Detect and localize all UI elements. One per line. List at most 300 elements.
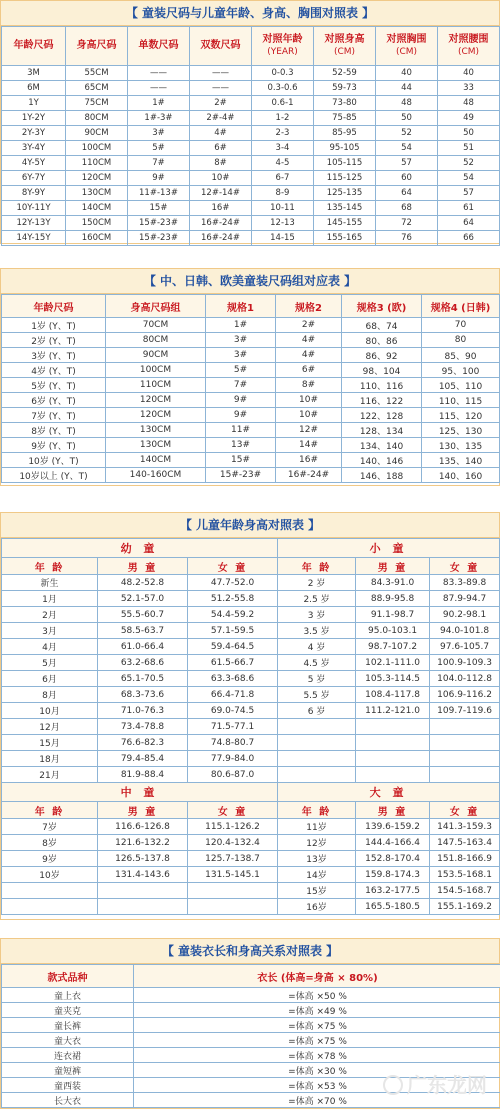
table-cell: 91.1-98.7 [356, 607, 430, 623]
table-cell: 100.9-109.3 [430, 655, 500, 671]
table-cell: 14岁 [278, 867, 356, 883]
table-cell: 7# [206, 378, 276, 393]
size-group-title: 【 中、日韩、欧美童装尺码组对应表 】 [1, 269, 499, 294]
table-cell: 66.4-71.8 [188, 687, 278, 703]
table-cell [356, 735, 430, 751]
table-cell: 11岁 [278, 819, 356, 835]
table-cell: 4Y-5Y [2, 156, 66, 171]
table-cell: 童短裤 [2, 1063, 134, 1078]
table-cell: 50 [438, 126, 500, 141]
table-cell: 108.4-117.8 [356, 687, 430, 703]
table-cell: 120CM [66, 171, 128, 186]
table-cell: 3-4 [252, 141, 314, 156]
table-cell: 100CM [106, 363, 206, 378]
table-cell: =体高 ×75 % [134, 1018, 500, 1033]
table-cell: =体高 ×70 % [134, 1093, 500, 1108]
table-cell: 1Y [2, 96, 66, 111]
table-cell: 87.9-94.7 [430, 591, 500, 607]
table-cell: 88.9-95.8 [356, 591, 430, 607]
table-cell: 2-3 [252, 126, 314, 141]
table-cell: 10Y-11Y [2, 201, 66, 216]
table-cell: 44 [376, 81, 438, 96]
table-row [2, 318, 500, 333]
table-row [2, 623, 500, 639]
table-cell: 8岁 (Y、T) [2, 423, 106, 438]
table-cell: 2 岁 [278, 575, 356, 591]
table-cell: 3岁 (Y、T) [2, 348, 106, 363]
table-cell: 110CM [66, 156, 128, 171]
table-cell: 97.6-105.7 [430, 639, 500, 655]
table-cell: 160CM [66, 231, 128, 246]
table-cell: 126.5-137.8 [98, 851, 188, 867]
table-cell: 6# [276, 363, 342, 378]
column-header: 男 童 [98, 802, 188, 819]
table-cell: 84.3-91.0 [356, 575, 430, 591]
table-cell: 64 [438, 216, 500, 231]
subheader-row [2, 802, 500, 819]
table-cell: 15#-23# [206, 468, 276, 483]
table-cell [98, 899, 188, 915]
table-cell: 0-0.3 [252, 66, 314, 81]
column-header-main: 对照身高 [324, 34, 365, 45]
table-cell: 2岁 (Y、T) [2, 333, 106, 348]
table-row [2, 1033, 500, 1048]
table-cell: 130CM [106, 438, 206, 453]
table-cell [430, 751, 500, 767]
table-cell: 4.5 岁 [278, 655, 356, 671]
table-cell: 5月 [2, 655, 98, 671]
column-header-main: 年龄尺码 [13, 40, 54, 51]
table-cell: 52 [376, 126, 438, 141]
table-cell: 40 [376, 66, 438, 81]
table-cell: 5岁 (Y、T) [2, 378, 106, 393]
table-cell [430, 719, 500, 735]
table-cell: 1-2 [252, 111, 314, 126]
table-cell: 140CM [66, 201, 128, 216]
table-cell: 128、134 [342, 423, 422, 438]
column-header: 男 童 [356, 802, 430, 819]
table-cell: 11#-13# [128, 186, 190, 201]
table-cell: 116、122 [342, 393, 422, 408]
table-cell: 2# [276, 318, 342, 333]
table-cell: 65CM [66, 81, 128, 96]
table-cell: 8岁 [2, 835, 98, 851]
table-cell: 70 [422, 318, 500, 333]
table-cell: 95、100 [422, 363, 500, 378]
table-cell: 120.4-132.4 [188, 835, 278, 851]
table-cell: 68.3-73.6 [98, 687, 188, 703]
size-age-chest-section [0, 0, 500, 244]
table-cell: 10岁以上 (Y、T) [2, 468, 106, 483]
table-cell: 52-59 [314, 66, 376, 81]
table-cell: 105-115 [314, 156, 376, 171]
watermark-icon [383, 1075, 403, 1095]
table-cell: 165.5-180.5 [356, 899, 430, 915]
table-cell: 4-5 [252, 156, 314, 171]
table-cell: 3 岁 [278, 607, 356, 623]
table-cell: 5# [206, 363, 276, 378]
table-cell: 121.6-132.2 [98, 835, 188, 851]
table-row [2, 453, 500, 468]
table-row [2, 1048, 500, 1063]
table-cell: 15# [206, 453, 276, 468]
column-header [66, 27, 128, 66]
table-cell: 8# [276, 378, 342, 393]
table-cell [356, 767, 430, 783]
table-cell: 147.5-163.4 [430, 835, 500, 851]
column-header [128, 27, 190, 66]
table-row [2, 1018, 500, 1033]
table-cell: 4# [276, 348, 342, 363]
table-cell: =体高 ×75 % [134, 1033, 500, 1048]
table-cell: 61 [438, 201, 500, 216]
table-row [2, 333, 500, 348]
table-cell [98, 883, 188, 899]
table-cell: 151.8-166.9 [430, 851, 500, 867]
table-cell: 9# [206, 393, 276, 408]
table-cell: 连衣裙 [2, 1048, 134, 1063]
table-cell: 16#-24# [190, 231, 252, 246]
column-header-unit: (CM) [395, 47, 418, 57]
table-cell: 49 [438, 111, 500, 126]
table-row [2, 171, 500, 186]
table-cell: 12# [276, 423, 342, 438]
table-cell: 48 [376, 96, 438, 111]
table-cell: 1月 [2, 591, 98, 607]
group-big: 大 童 [278, 783, 500, 802]
table-cell: 6岁 (Y、T) [2, 393, 106, 408]
table-row [2, 835, 500, 851]
column-header: 男 童 [98, 558, 188, 575]
column-header [2, 27, 66, 66]
column-header: 女 童 [430, 802, 500, 819]
table-cell: 2月 [2, 607, 98, 623]
table-cell: 13岁 [278, 851, 356, 867]
table-cell: 85-95 [314, 126, 376, 141]
table-cell: 47.7-52.0 [188, 575, 278, 591]
table-cell: 6-7 [252, 171, 314, 186]
column-header-unit: (YEAR) [267, 47, 298, 57]
table-cell: 54 [438, 171, 500, 186]
table-cell: 14-15 [252, 231, 314, 246]
size-age-chest-table [1, 26, 500, 246]
table-cell: 134、140 [342, 438, 422, 453]
table-cell: 15月 [2, 735, 98, 751]
table-row [2, 607, 500, 623]
table-cell: 145-155 [314, 216, 376, 231]
table-cell: 50 [376, 111, 438, 126]
table-cell: 10岁 (Y、T) [2, 453, 106, 468]
table-cell: 115、120 [422, 408, 500, 423]
table-cell: 7岁 [2, 819, 98, 835]
table-cell [278, 719, 356, 735]
table-row [2, 438, 500, 453]
table-cell: 69.0-74.5 [188, 703, 278, 719]
table-cell: 2# [190, 96, 252, 111]
age-height-section [0, 512, 500, 920]
table-cell: 15岁 [278, 883, 356, 899]
table-cell: 9# [128, 171, 190, 186]
table-cell: 80CM [106, 333, 206, 348]
table-cell: 73.4-78.8 [98, 719, 188, 735]
table-cell: 81.9-88.4 [98, 767, 188, 783]
table-cell [188, 899, 278, 915]
table-cell [278, 751, 356, 767]
table-cell: 111.2-121.0 [356, 703, 430, 719]
table-cell: 52 [438, 156, 500, 171]
table-cell: 120CM [106, 393, 206, 408]
column-header-main: 对照胸围 [386, 34, 427, 45]
column-header: 衣长 (体高=身高 × 80%) [134, 965, 500, 988]
table-cell: 1Y-2Y [2, 111, 66, 126]
table-row [2, 141, 500, 156]
table-cell: 135-145 [314, 201, 376, 216]
table-cell: 8月 [2, 687, 98, 703]
table-row [2, 1003, 500, 1018]
table-cell: 16岁 [278, 899, 356, 915]
table-cell: 童长裤 [2, 1018, 134, 1033]
table-cell: 163.2-177.5 [356, 883, 430, 899]
table-cell: 90CM [106, 348, 206, 363]
column-header: 年龄尺码 [2, 295, 106, 318]
table-cell: 童西装 [2, 1078, 134, 1093]
table-cell: 71.0-76.3 [98, 703, 188, 719]
table-cell: 110、116 [342, 378, 422, 393]
table-row [2, 468, 500, 483]
table-row [2, 819, 500, 835]
table-cell: 79.4-85.4 [98, 751, 188, 767]
table-cell: 130CM [106, 423, 206, 438]
table-cell: 139.6-159.2 [356, 819, 430, 835]
table-cell: 1# [128, 96, 190, 111]
table-cell: 6M [2, 81, 66, 96]
table-cell: 15#-23# [128, 231, 190, 246]
column-header-unit: (CM) [457, 47, 480, 57]
table-cell: 童上衣 [2, 988, 134, 1003]
table-cell: 9岁 (Y、T) [2, 438, 106, 453]
table-cell: 4# [276, 333, 342, 348]
table-cell: =体高 ×50 % [134, 988, 500, 1003]
table-cell: 68 [376, 201, 438, 216]
column-header: 年 龄 [2, 802, 98, 819]
table-cell: 86、92 [342, 348, 422, 363]
table-cell: =体高 ×49 % [134, 1003, 500, 1018]
column-header: 年 龄 [2, 558, 98, 575]
table-cell: 16#-24# [276, 468, 342, 483]
table-cell [278, 735, 356, 751]
table-cell: 74.8-80.7 [188, 735, 278, 751]
table-cell: 60 [376, 171, 438, 186]
table-row [2, 156, 500, 171]
table-cell: 6Y-7Y [2, 171, 66, 186]
table-cell: 85、90 [422, 348, 500, 363]
table-cell: 12月 [2, 719, 98, 735]
table-cell: 3# [128, 126, 190, 141]
table-cell: 100CM [66, 141, 128, 156]
table-cell: 8-9 [252, 186, 314, 201]
table-cell: 3# [206, 333, 276, 348]
column-header [190, 27, 252, 66]
table-cell: 4岁 (Y、T) [2, 363, 106, 378]
length-height-section [0, 938, 500, 1109]
table-row [2, 703, 500, 719]
table-cell: 80CM [66, 111, 128, 126]
table-row [2, 735, 500, 751]
table-cell: 159.8-174.3 [356, 867, 430, 883]
table-cell: 63.3-68.6 [188, 671, 278, 687]
table-cell: =体高 ×53 % [134, 1078, 500, 1093]
table-row [2, 575, 500, 591]
table-cell: —— [190, 66, 252, 81]
table-cell: 1岁 (Y、T) [2, 318, 106, 333]
table-cell: 58.5-63.7 [98, 623, 188, 639]
table-cell: 6# [190, 141, 252, 156]
column-header-main: 单数尺码 [138, 40, 179, 51]
group-infant: 幼 童 [2, 539, 278, 558]
table-row [2, 851, 500, 867]
table-row [2, 591, 500, 607]
table-cell: 68、74 [342, 318, 422, 333]
table-cell: 10# [276, 393, 342, 408]
table-cell: 95-105 [314, 141, 376, 156]
table-cell: 66 [438, 231, 500, 246]
table-cell: 130、135 [422, 438, 500, 453]
table-cell [278, 767, 356, 783]
column-header: 规格3 (欧) [342, 295, 422, 318]
size-group-table [1, 294, 500, 483]
column-header-main: 双数尺码 [200, 40, 241, 51]
table-cell [2, 899, 98, 915]
table-cell: 16# [276, 453, 342, 468]
table-cell: 8Y-9Y [2, 186, 66, 201]
column-header: 规格4 (日韩) [422, 295, 500, 318]
table-cell: 140-160CM [106, 468, 206, 483]
table-cell: 4# [190, 126, 252, 141]
table-cell: 5 岁 [278, 671, 356, 687]
table-cell [430, 735, 500, 751]
table-cell: 83.3-89.8 [430, 575, 500, 591]
table-cell: 104.0-112.8 [430, 671, 500, 687]
table-cell: 48 [438, 96, 500, 111]
table-cell: 10-11 [252, 201, 314, 216]
column-header: 年 龄 [278, 802, 356, 819]
table-cell: 59.4-64.5 [188, 639, 278, 655]
table-cell: 135、140 [422, 453, 500, 468]
table-row [2, 201, 500, 216]
table-cell: 131.5-145.1 [188, 867, 278, 883]
table-cell: 10岁 [2, 867, 98, 883]
table-row [2, 231, 500, 246]
column-header-main: 身高尺码 [76, 40, 117, 51]
table-cell: 18月 [2, 751, 98, 767]
table-cell: 4月 [2, 639, 98, 655]
table-cell: 童大衣 [2, 1033, 134, 1048]
column-header: 年 龄 [278, 558, 356, 575]
table-cell: 59-73 [314, 81, 376, 96]
table-cell: 16# [190, 201, 252, 216]
table-cell: 3.5 岁 [278, 623, 356, 639]
table-cell: 51.2-55.8 [188, 591, 278, 607]
table-cell: —— [128, 81, 190, 96]
table-cell: —— [128, 66, 190, 81]
table-cell: 15#-23# [128, 216, 190, 231]
table-cell [356, 751, 430, 767]
table-cell: 116.6-126.8 [98, 819, 188, 835]
table-cell: 106.9-116.2 [430, 687, 500, 703]
table-cell: 95.0-103.1 [356, 623, 430, 639]
table-cell: 65.1-70.5 [98, 671, 188, 687]
age-height-title: 【 儿童年龄身高对照表 】 [1, 513, 499, 538]
table-row [2, 639, 500, 655]
column-header: 款式品种 [2, 965, 134, 988]
table-cell: 125-135 [314, 186, 376, 201]
table-cell: 140、160 [422, 468, 500, 483]
table-cell: 3月 [2, 623, 98, 639]
table-cell: 10月 [2, 703, 98, 719]
size-age-chest-title: 【 童装尺码与儿童年龄、身高、胸围对照表 】 [1, 1, 499, 26]
table-cell: 140、146 [342, 453, 422, 468]
table-cell: 9# [206, 408, 276, 423]
column-header-unit: (CM) [333, 47, 356, 57]
table-row [2, 899, 500, 915]
table-row [2, 408, 500, 423]
table-cell: 72 [376, 216, 438, 231]
table-cell: 12Y-13Y [2, 216, 66, 231]
table-cell [188, 883, 278, 899]
table-cell: 105.3-114.5 [356, 671, 430, 687]
column-header: 规格1 [206, 295, 276, 318]
table-cell: 4 岁 [278, 639, 356, 655]
table-cell: 16#-24# [190, 216, 252, 231]
table-cell: 3Y-4Y [2, 141, 66, 156]
table-cell: 10# [276, 408, 342, 423]
table-cell: 122、128 [342, 408, 422, 423]
table-cell: 12岁 [278, 835, 356, 851]
table-cell: =体高 ×30 % [134, 1063, 500, 1078]
table-cell: 21月 [2, 767, 98, 783]
table-cell: 102.1-111.0 [356, 655, 430, 671]
column-header-main: 对照年龄 [262, 34, 303, 45]
length-height-title: 【 童装衣长和身高关系对照表 】 [1, 939, 499, 964]
table-row [2, 96, 500, 111]
table-cell: 98、104 [342, 363, 422, 378]
table-cell: 146、188 [342, 468, 422, 483]
table-row [2, 687, 500, 703]
table-cell: 153.5-168.1 [430, 867, 500, 883]
table-row [2, 216, 500, 231]
table-row [2, 81, 500, 96]
table-cell: 80.6-87.0 [188, 767, 278, 783]
table-cell: 80、86 [342, 333, 422, 348]
table-row [2, 378, 500, 393]
table-cell: 155.1-169.2 [430, 899, 500, 915]
table-row [2, 883, 500, 899]
table-cell: 63.2-68.6 [98, 655, 188, 671]
table-cell: 90.2-98.1 [430, 607, 500, 623]
table-cell: 76.6-82.3 [98, 735, 188, 751]
table-row [2, 66, 500, 81]
column-header-main: 对照腰围 [448, 34, 489, 45]
column-header: 规格2 [276, 295, 342, 318]
table-cell: 40 [438, 66, 500, 81]
table-cell: 98.7-107.2 [356, 639, 430, 655]
table-cell: 80 [422, 333, 500, 348]
table-cell: 0.3-0.6 [252, 81, 314, 96]
table-row [2, 867, 500, 883]
table-cell: 9岁 [2, 851, 98, 867]
table-cell: =体高 ×78 % [134, 1048, 500, 1063]
table-cell: 6 岁 [278, 703, 356, 719]
